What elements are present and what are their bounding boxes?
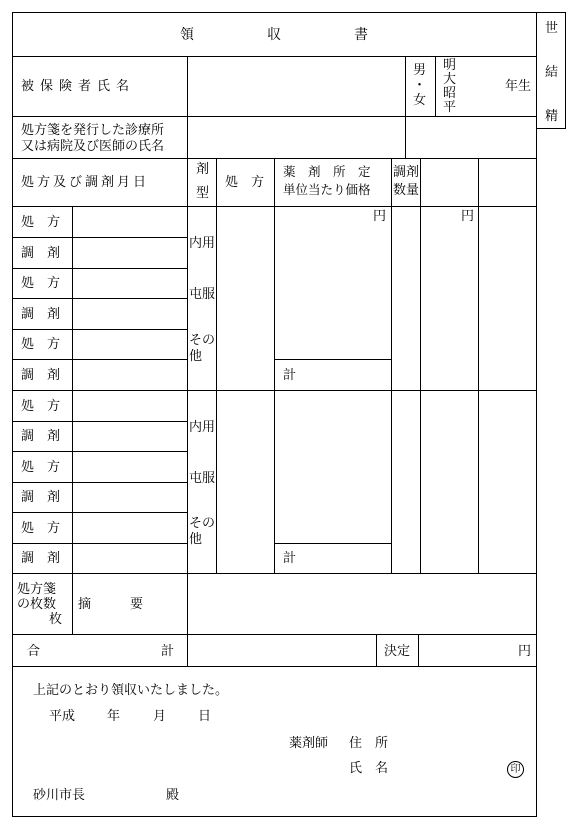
era-meiji: 明 bbox=[443, 58, 457, 73]
addressee: 砂川市長 bbox=[33, 788, 86, 803]
total-yen: 円 bbox=[518, 644, 532, 659]
line bbox=[435, 56, 436, 116]
seal-mark: 印 bbox=[507, 761, 524, 778]
line bbox=[420, 158, 421, 573]
yen-unit: 円 bbox=[461, 209, 475, 224]
gender-male: 男 bbox=[413, 63, 427, 78]
count-label-1: 処方箋 bbox=[17, 582, 57, 597]
date-month: 月 bbox=[153, 709, 167, 724]
line bbox=[274, 158, 275, 573]
line bbox=[12, 421, 187, 422]
unit-price-header-1: 薬 剤 所 定 bbox=[283, 164, 371, 179]
title-char-2: 収 bbox=[267, 27, 281, 43]
line bbox=[12, 451, 187, 452]
line bbox=[12, 298, 187, 299]
prescription-header: 処 方 bbox=[225, 175, 265, 190]
line bbox=[72, 206, 73, 573]
line bbox=[72, 573, 73, 634]
line bbox=[274, 359, 391, 360]
line bbox=[376, 634, 377, 666]
date-day: 日 bbox=[198, 709, 212, 724]
side-char-2: 結 bbox=[545, 65, 559, 80]
line bbox=[12, 268, 187, 269]
row-label: 調 剤 bbox=[21, 246, 61, 261]
row-label: 処 方 bbox=[21, 215, 61, 230]
side-char-3: 精 bbox=[545, 109, 559, 124]
line bbox=[12, 56, 537, 57]
line bbox=[12, 359, 187, 360]
dosage-internal: 内用 bbox=[189, 236, 216, 251]
row-label: 処 方 bbox=[21, 521, 61, 536]
qty-header-1: 調剤 bbox=[393, 165, 420, 180]
clinic-label-line1: 処方箋を発行した診療所 bbox=[21, 123, 165, 138]
qty-header-2: 数量 bbox=[393, 183, 420, 198]
unit-price-header-2: 単位当たり価格 bbox=[283, 182, 371, 197]
line bbox=[12, 512, 187, 513]
line bbox=[12, 666, 537, 667]
dosage-form-header-1: 剤 bbox=[196, 162, 210, 177]
line bbox=[12, 543, 187, 544]
line bbox=[12, 329, 187, 330]
era-showa: 昭 bbox=[443, 86, 457, 101]
dosage-form-header-2: 型 bbox=[196, 186, 210, 201]
gender-dot: ・ bbox=[413, 78, 427, 93]
line bbox=[418, 634, 419, 666]
total-label-a: 合 bbox=[27, 644, 41, 659]
address-label: 住 所 bbox=[349, 736, 389, 751]
gender-female: 女 bbox=[413, 93, 427, 108]
subtotal-label: 計 bbox=[283, 368, 297, 383]
remarks-label: 摘 要 bbox=[78, 597, 144, 612]
pharmacist-label: 薬剤師 bbox=[289, 736, 329, 751]
birth-suffix: 年生 bbox=[505, 79, 532, 94]
line bbox=[12, 116, 537, 117]
total-label-b: 計 bbox=[161, 644, 175, 659]
title-char-3: 書 bbox=[354, 27, 368, 43]
era-heisei: 平 bbox=[443, 100, 457, 115]
count-label-3: 枚 bbox=[49, 612, 63, 627]
line bbox=[216, 158, 217, 573]
date-year: 年 bbox=[107, 709, 121, 724]
yen-unit: 円 bbox=[373, 209, 387, 224]
dosage-tonpuku: 屯服 bbox=[189, 471, 216, 486]
subtotal-label: 計 bbox=[283, 551, 297, 566]
honorific: 殿 bbox=[166, 788, 180, 803]
name-label: 氏 名 bbox=[349, 761, 389, 776]
line bbox=[187, 56, 188, 666]
line bbox=[391, 158, 392, 573]
line bbox=[12, 237, 187, 238]
row-label: 処 方 bbox=[21, 399, 61, 414]
row-label: 処 方 bbox=[21, 276, 61, 291]
row-label: 調 剤 bbox=[21, 429, 61, 444]
line bbox=[12, 634, 537, 635]
row-label: 調 剤 bbox=[21, 307, 61, 322]
dosage-other-2: 他 bbox=[189, 349, 203, 364]
dosage-other-1: その bbox=[189, 516, 216, 531]
line bbox=[478, 158, 479, 573]
row-label: 調 剤 bbox=[21, 490, 61, 505]
dosage-tonpuku: 屯服 bbox=[189, 287, 216, 302]
count-label-2: の枚数 bbox=[17, 597, 57, 612]
row-label: 調 剤 bbox=[21, 368, 61, 383]
line bbox=[274, 543, 391, 544]
dosage-internal: 内用 bbox=[189, 420, 216, 435]
date-era: 平成 bbox=[49, 709, 76, 724]
receipt-statement: 上記のとおり領収いたしました。 bbox=[33, 683, 229, 698]
title-char-1: 領 bbox=[180, 27, 194, 43]
row-label: 処 方 bbox=[21, 337, 61, 352]
decision-label: 決定 bbox=[384, 644, 411, 659]
era-taisho: 大 bbox=[443, 72, 457, 87]
dosage-other-2: 他 bbox=[189, 532, 203, 547]
row-label: 調 剤 bbox=[21, 551, 61, 566]
side-char-1: 世 bbox=[545, 21, 559, 36]
row-label: 処 方 bbox=[21, 460, 61, 475]
line bbox=[12, 482, 187, 483]
line bbox=[405, 56, 406, 158]
clinic-label-line2: 又は病院及び医師の氏名 bbox=[21, 139, 165, 154]
dosage-other-1: その bbox=[189, 333, 216, 348]
insured-name-label: 被保険者氏名 bbox=[21, 79, 136, 94]
date-header: 処方及び調剤月日 bbox=[21, 175, 150, 190]
line bbox=[12, 573, 537, 574]
